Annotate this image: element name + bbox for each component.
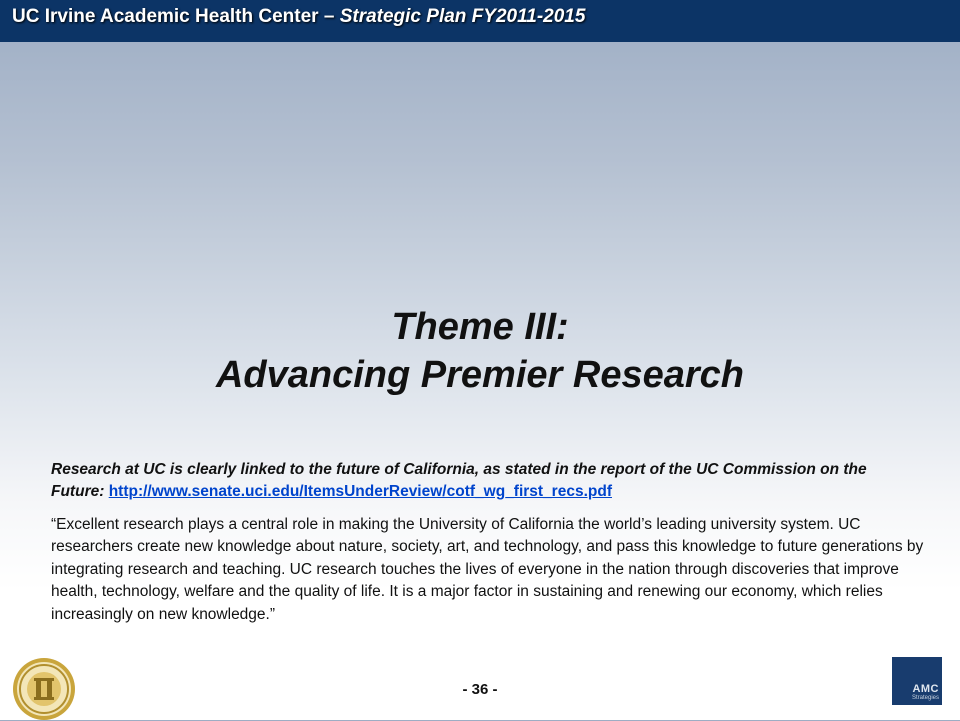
page-number: - 36 - (462, 681, 498, 698)
theme-title-line1: Theme III: (391, 306, 569, 348)
report-link[interactable]: http://www.senate.uci.edu/ItemsUnderReview/cotf_wg_first_recs.pdf (108, 483, 612, 500)
amc-logo-subtext: Strategies (911, 695, 939, 701)
theme-title-line2: Advancing Premier Research (215, 354, 744, 396)
header-title-italic: Strategic Plan FY2011-2015 (339, 6, 586, 27)
header-bar (0, 0, 960, 42)
quote-paragraph: “Excellent research plays a central role in making the University of California the world’s leading university system. UC researchers create new knowledge about nature, society, art, and technology, and pass this knowledge to future generations by integrating research and teaching. UC research touches the lives of everyone in the nation through discoveries that improve health, technology, welfare and the quality of life. It is a major factor in sustaining and renewing our economy, which relies increasingly on new knowledge.” (51, 516, 924, 623)
theme-title (0, 303, 960, 399)
header-title (12, 6, 585, 28)
intro-text: Research at UC is clearly linked to the future of California, as stated in the report of the UC Commission on the Future: (51, 461, 867, 500)
amc-strategies-logo (892, 657, 942, 705)
amc-logo-text: AMC (912, 683, 939, 695)
university-seal-icon (12, 657, 76, 721)
intro-paragraph (51, 459, 921, 503)
header-title-prefix: UC Irvine Academic Health Center – (12, 6, 340, 27)
